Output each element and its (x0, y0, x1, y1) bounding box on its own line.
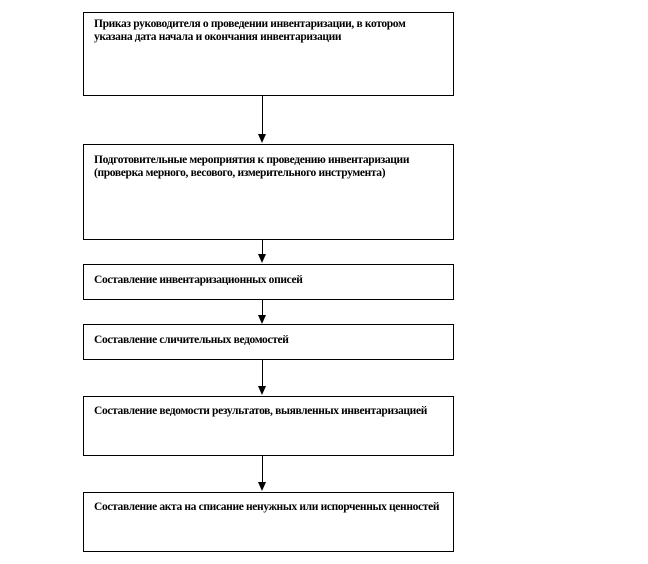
arrow-down-icon (258, 134, 266, 143)
flow-step-label: Подготовительные мероприятия к проведению инвентаризации (проверка мерного, весового, измерительного инструмента) (94, 154, 410, 179)
flow-step-write-off-act (83, 492, 454, 552)
flow-connector (262, 96, 263, 134)
flow-step-order (83, 12, 454, 96)
flow-connector (262, 456, 263, 482)
flow-step-inventory-lists (83, 264, 454, 300)
flow-step-label: Составление акта на списание ненужных или испорченных ценностей (94, 501, 440, 513)
flow-connector (262, 360, 263, 386)
flow-connector (262, 300, 263, 315)
arrow-down-icon (258, 386, 266, 395)
flow-step-label: Составление ведомости результатов, выявленных инвентаризацией (94, 405, 427, 417)
arrow-down-icon (258, 254, 266, 263)
flow-step-results-sheet (83, 396, 454, 456)
arrow-down-icon (258, 315, 266, 324)
flow-connector (262, 240, 263, 254)
flow-step-label: Составление инвентаризационных описей (94, 274, 303, 286)
flow-step-preparation (83, 144, 454, 240)
flow-step-collation-sheets (83, 324, 454, 360)
flow-step-label: Приказ руководителя о проведении инвентаризации, в котором указана дата начала и окончания инвентаризации (94, 18, 406, 43)
flow-step-label: Составление сличительных ведомостей (94, 334, 289, 346)
arrow-down-icon (258, 482, 266, 491)
